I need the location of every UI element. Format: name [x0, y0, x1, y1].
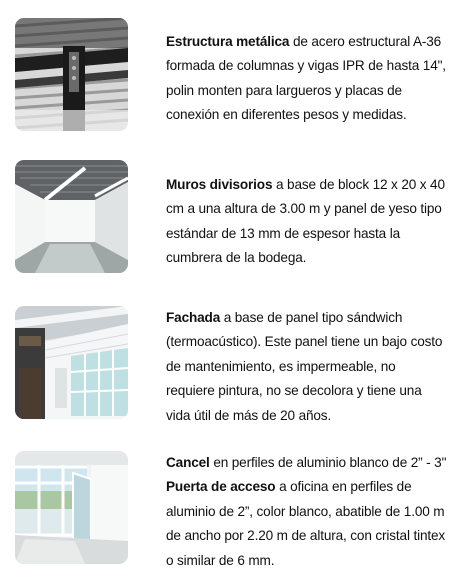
spec-text-muros: Muros divisorios a base de block 12 x 20 x 40 cm a una altura de 3.00 m y panel de yeso tipo estándar de 13 mm de espesor hasta la cumbrera de la bodega.	[166, 177, 445, 266]
spec-title: Muros divisorios	[166, 177, 273, 192]
aluminum-window-photo	[15, 451, 128, 564]
facade-photo	[15, 306, 128, 419]
spec-text-cancel: Cancel en perfiles de aluminio blanco de 2” - 3" Puerta de acceso a oficina en perfiles de aluminio de 2”, color blanco, abatible de 1.00 m de ancho por 2.20 m de altura, con cristal tintex o similar de 6 mm.	[166, 455, 447, 568]
spec-text-estructura: Estructura metálica de acero estructural A-36 formada de columnas y vigas IPR de hasta 14", polin monten para largueros y placas de conexión en diferentes pesos y medidas.	[166, 34, 446, 123]
spec-title: Estructura metálica	[166, 34, 290, 49]
steel-structure-photo	[15, 18, 128, 131]
spec-title: Puerta de acceso	[166, 479, 276, 495]
spec-title: Cancel	[166, 455, 210, 470]
spec-text-fachada: Fachada a base de panel tipo sándwich (termoacústico). Este panel tiene un bajo costo de mantenimiento, es impermeable, no requiere pintura, no se decolora y tiene una vida útil de más de 20 años.	[166, 310, 443, 423]
spec-title: Fachada	[166, 310, 221, 325]
warehouse-interior-photo	[15, 160, 128, 273]
